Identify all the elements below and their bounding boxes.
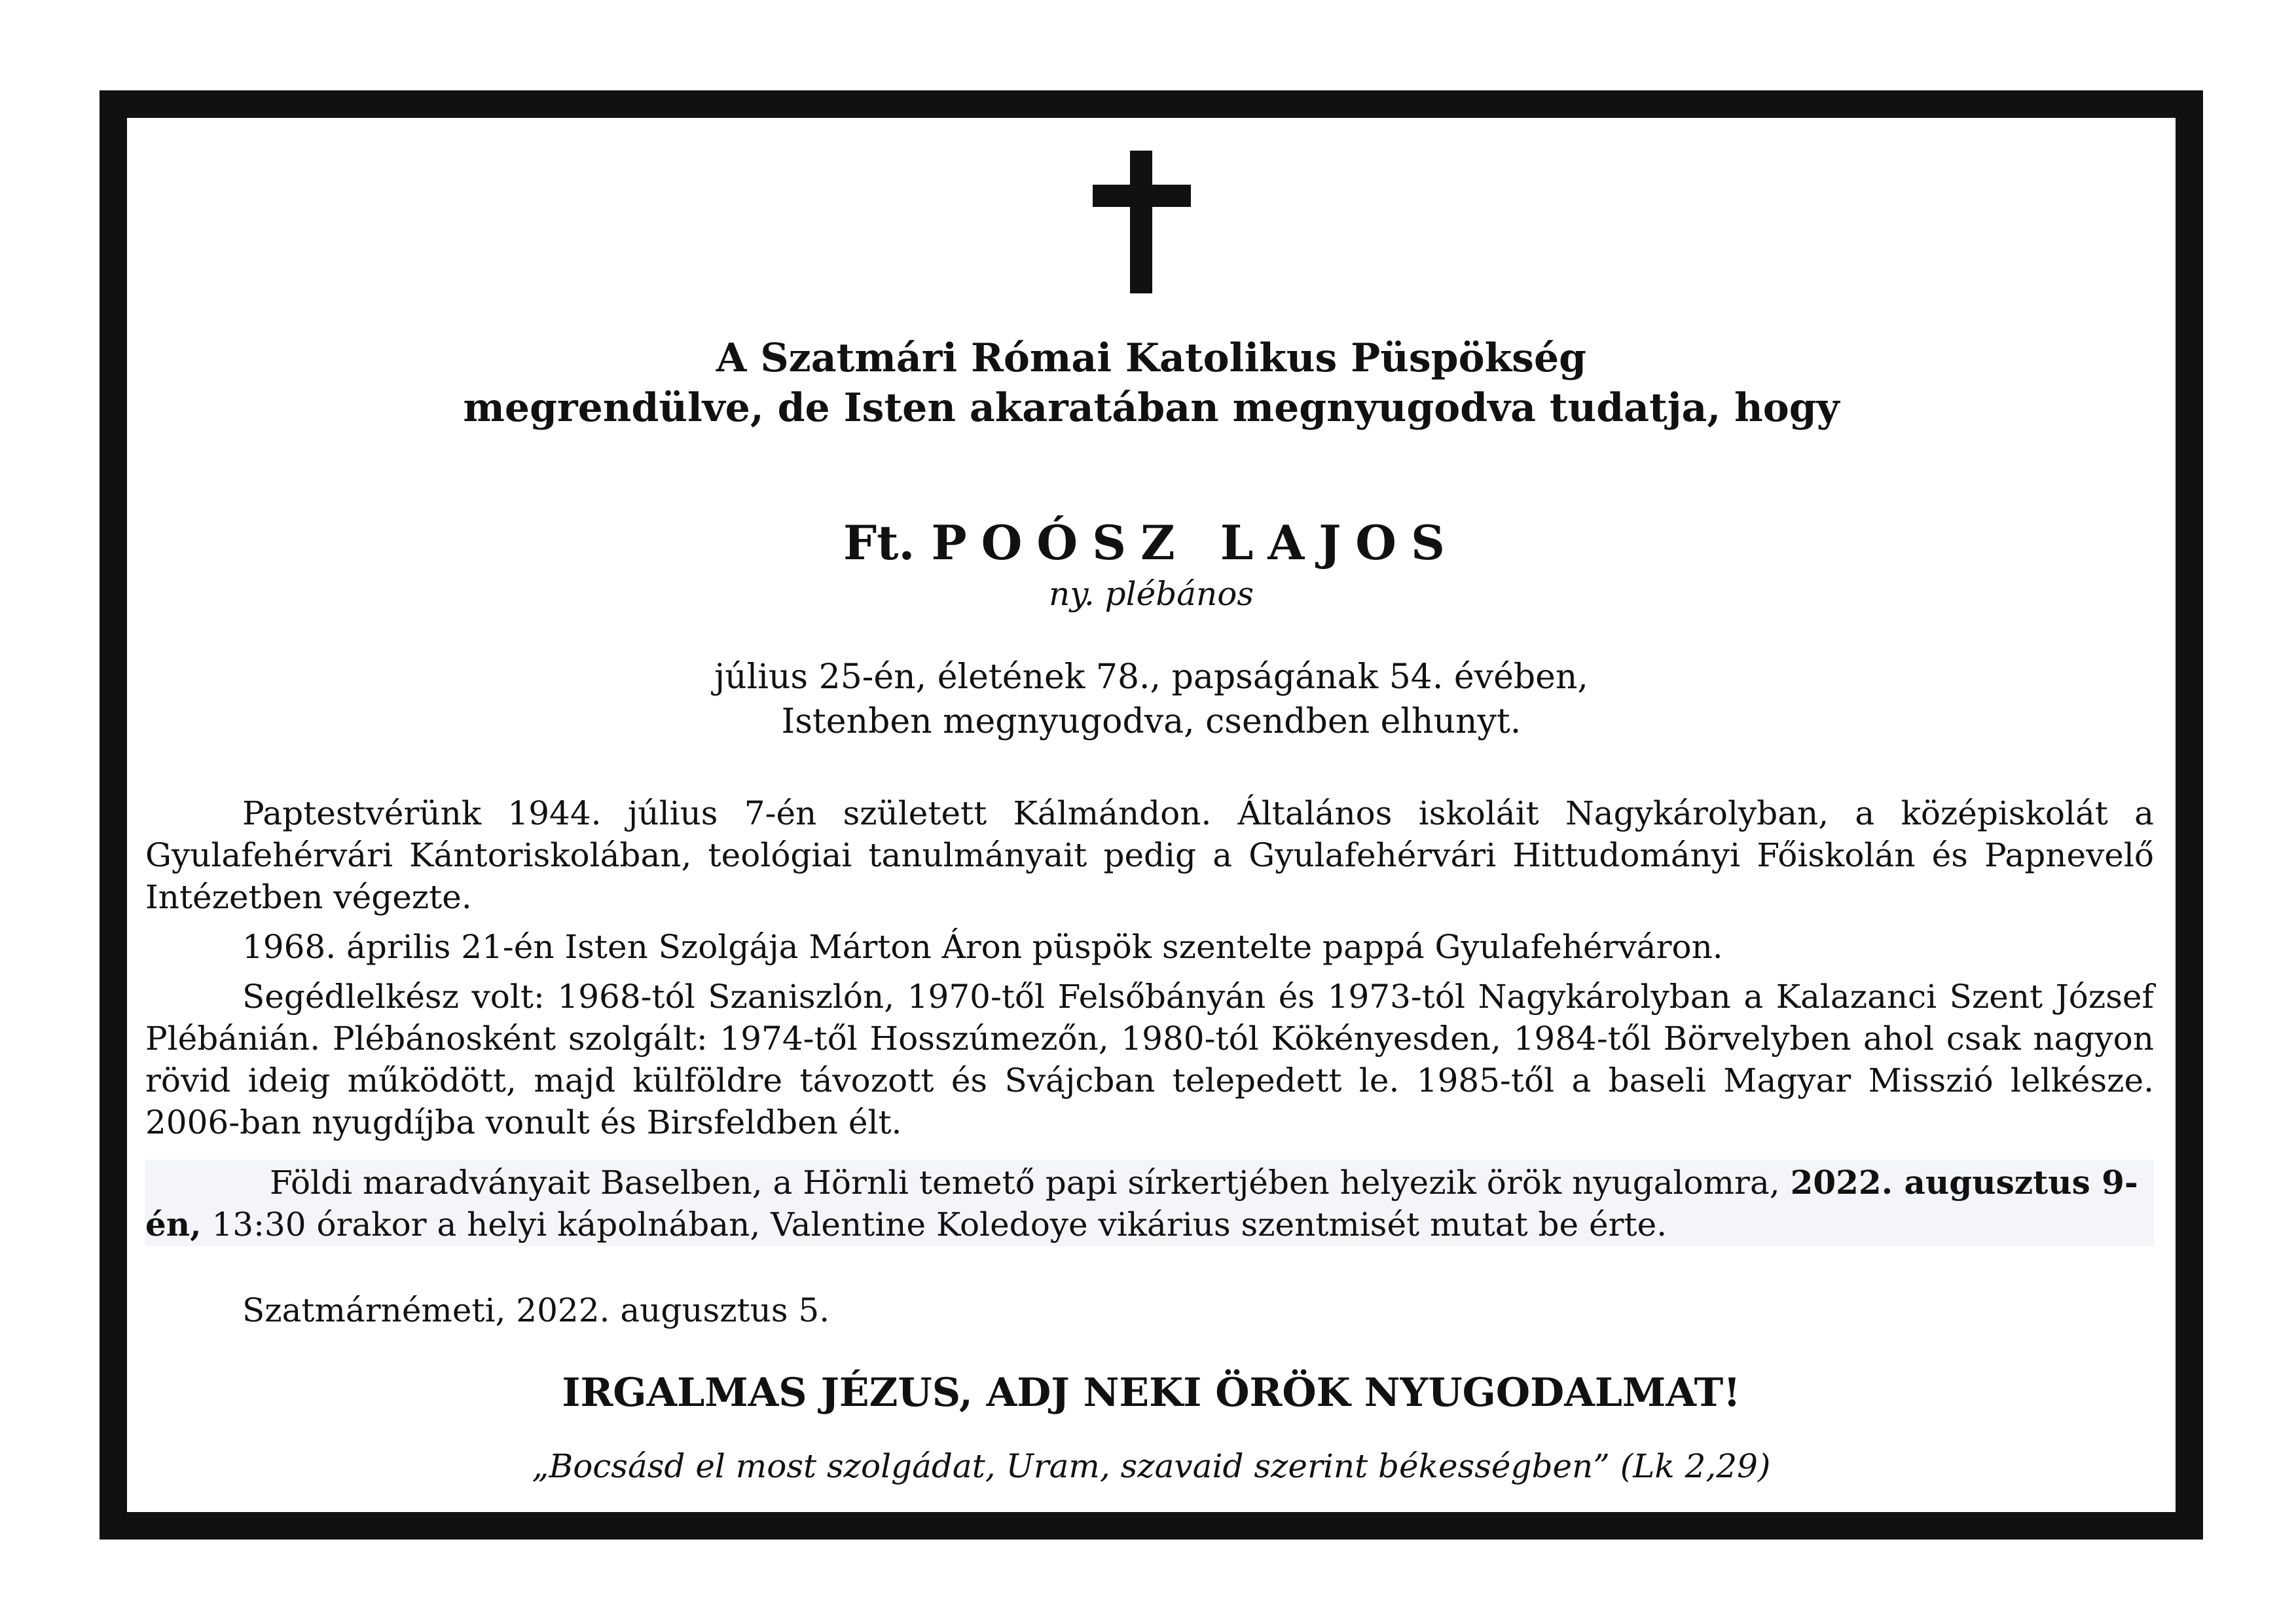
prayer: IRGALMAS JÉZUS, ADJ NEKI ÖRÖK NYUGODALMAT! (562, 1370, 1741, 1416)
statement-line-2: Istenben megnyugodva, csendben elhunyt. (781, 702, 1522, 741)
burial-text-before: Földi maradványait Baselben, a Hörnli temető papi sírkertjében helyezik örök nyugalomra, (270, 1164, 1791, 1202)
bible-quote: „Bocsásd el most szolgádat, Uram, szavaid szerint békességben” (Lk 2,29) (532, 1447, 1771, 1485)
biography (145, 792, 2154, 1143)
deceased-title: ny. plébános (1049, 575, 1254, 613)
name-full: POÓSZ LAJOS (931, 515, 1459, 570)
statement-line-1: július 25-én, életének 78., papságának 54. évében, (714, 657, 1588, 697)
header-line-1: A Szatmári Római Katolikus Püspökség (716, 335, 1587, 381)
place-and-date: Szatmárnémeti, 2022. augusztus 5. (242, 1291, 830, 1329)
biography-paragraph-1: Paptestvérünk 1944. július 7-én született Kálmándon. Általános iskoláit Nagykárolyban, a középiskolát a Gyulafehérvári Kántoriskolában, teológiai tanulmányait pedig a Gyulafehérvári Hittudományi Főiskolán és Papnevelő Intézetben végezte. (145, 794, 2154, 916)
biography-paragraph-3: Segédlelkész volt: 1968-tól Szaniszlón, 1970-től Felsőbányán és 1973-tól Nagykárolyban a Kalazanci Szent József Plébánián. Plébánosként szolgált: 1974-től Hosszúmezőn, 1980-tól Kökényesden, 1984-től Börvelyben ahol csak nagyon rövid ideig működött, majd külföldre távozott és Svájcban telepedett le. 1985-től a baseli Magyar Misszió lelkésze. 2006-ban nyugdíjba vonult és Birsfeldben élt. (145, 978, 2154, 1141)
biography-paragraph-2: 1968. április 21-én Isten Szolgája Márton Áron püspök szentelte pappá Gyulafehérváron. (242, 928, 1723, 966)
burial-text-after: 13:30 órakor a helyi kápolnában, Valentine Koledoye vikárius szentmisét mutat be érte. (201, 1206, 1667, 1244)
burial-date: 2022. augusztus 9-én, (145, 1163, 2138, 1244)
header-line-2: megrendülve, de Isten akaratában megnyugodva tudatja, hogy (463, 385, 1840, 431)
deceased-name (100, 515, 2203, 570)
burial-paragraph (145, 1162, 2154, 1246)
cross-vertical-bar (1130, 151, 1152, 293)
cross-horizontal-bar (1093, 185, 1191, 207)
cross-icon (1093, 151, 1191, 293)
name-prefix: Ft. (843, 515, 915, 570)
